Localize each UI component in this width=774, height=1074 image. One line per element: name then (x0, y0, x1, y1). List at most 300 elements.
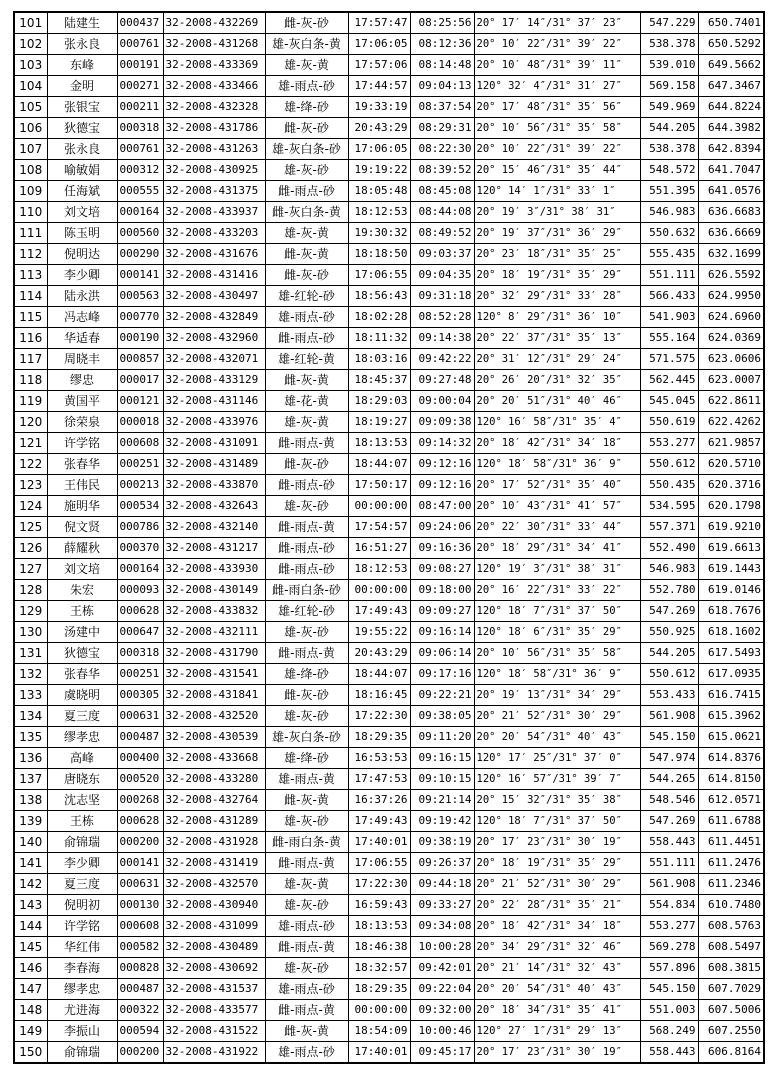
ring-number-cell: 32-2008-432764 (163, 790, 265, 811)
table-row (14, 769, 764, 790)
table-row (14, 937, 764, 958)
ring-number-cell: 32-2008-431416 (163, 265, 265, 286)
ring-number-cell: 32-2008-431786 (163, 118, 265, 139)
sex-color-eye-cell: 雌-雨点-黄 (265, 433, 348, 454)
table-row (14, 370, 764, 391)
distance-cell: 547.269 (640, 601, 698, 622)
release-time-cell: 17:06:55 (348, 265, 410, 286)
coordinates-cell: 20° 20′ 51″/31° 40′ 46″ (474, 391, 640, 412)
distance-cell: 549.969 (640, 97, 698, 118)
table-row (14, 244, 764, 265)
release-time-cell: 17:06:55 (348, 853, 410, 874)
release-time-cell: 18:29:35 (348, 727, 410, 748)
ring-number-cell: 32-2008-430489 (163, 937, 265, 958)
owner-name-cell: 华红伟 (47, 937, 117, 958)
ring-number-cell: 32-2008-431790 (163, 643, 265, 664)
arrival-time-cell: 09:44:18 (410, 874, 474, 895)
member-id-cell: 000370 (117, 538, 163, 559)
coordinates-cell: 20° 21′ 52″/31° 30′ 29″ (474, 706, 640, 727)
rank-cell: 127 (14, 559, 47, 580)
owner-name-cell: 李少卿 (47, 853, 117, 874)
sex-color-eye-cell: 雄-灰-砂 (265, 160, 348, 181)
distance-cell: 569.158 (640, 76, 698, 97)
table-row (14, 790, 764, 811)
owner-name-cell: 陆永洪 (47, 286, 117, 307)
release-time-cell: 18:12:53 (348, 559, 410, 580)
table-row (14, 979, 764, 1000)
owner-name-cell: 喻敏娟 (47, 160, 117, 181)
owner-name-cell: 夏三度 (47, 874, 117, 895)
coordinates-cell: 20° 34′ 29″/31° 32′ 46″ (474, 937, 640, 958)
release-time-cell: 18:03:16 (348, 349, 410, 370)
ring-number-cell: 32-2008-431217 (163, 538, 265, 559)
coordinates-cell: 20° 10′ 56″/31° 35′ 58″ (474, 643, 640, 664)
owner-name-cell: 王栋 (47, 601, 117, 622)
release-time-cell: 17:06:05 (348, 34, 410, 55)
sex-color-eye-cell: 雌-雨点-黄 (265, 1000, 348, 1021)
release-time-cell: 17:54:57 (348, 517, 410, 538)
rank-cell: 116 (14, 328, 47, 349)
member-id-cell: 000290 (117, 244, 163, 265)
table-row (14, 433, 764, 454)
release-time-cell: 19:19:22 (348, 160, 410, 181)
rank-cell: 138 (14, 790, 47, 811)
owner-name-cell: 朱宏 (47, 580, 117, 601)
rank-cell: 139 (14, 811, 47, 832)
speed-cell: 619.0146 (698, 580, 764, 601)
release-time-cell: 18:19:27 (348, 412, 410, 433)
table-row (14, 538, 764, 559)
rank-cell: 149 (14, 1021, 47, 1042)
distance-cell: 538.378 (640, 139, 698, 160)
coordinates-cell: 20° 10′ 56″/31° 35′ 58″ (474, 118, 640, 139)
speed-cell: 624.0369 (698, 328, 764, 349)
arrival-time-cell: 08:49:52 (410, 223, 474, 244)
speed-cell: 620.3716 (698, 475, 764, 496)
rank-cell: 109 (14, 181, 47, 202)
arrival-time-cell: 09:22:04 (410, 979, 474, 1000)
ring-number-cell: 32-2008-432520 (163, 706, 265, 727)
member-id-cell: 000628 (117, 811, 163, 832)
rank-cell: 128 (14, 580, 47, 601)
table-row (14, 706, 764, 727)
speed-cell: 616.7415 (698, 685, 764, 706)
rank-cell: 103 (14, 55, 47, 76)
speed-cell: 608.5497 (698, 937, 764, 958)
coordinates-cell: 20° 17′ 52″/31° 35′ 40″ (474, 475, 640, 496)
speed-cell: 611.4451 (698, 832, 764, 853)
speed-cell: 607.5006 (698, 1000, 764, 1021)
speed-cell: 612.0571 (698, 790, 764, 811)
table-row (14, 748, 764, 769)
release-time-cell: 17:22:30 (348, 706, 410, 727)
speed-cell: 608.5763 (698, 916, 764, 937)
member-id-cell: 000400 (117, 748, 163, 769)
rank-cell: 118 (14, 370, 47, 391)
speed-cell: 614.8376 (698, 748, 764, 769)
rank-cell: 107 (14, 139, 47, 160)
distance-cell: 553.433 (640, 685, 698, 706)
ring-number-cell: 32-2008-433870 (163, 475, 265, 496)
sex-color-eye-cell: 雌-雨白条-砂 (265, 580, 348, 601)
distance-cell: 554.834 (640, 895, 698, 916)
arrival-time-cell: 10:00:46 (410, 1021, 474, 1042)
arrival-time-cell: 09:09:38 (410, 412, 474, 433)
owner-name-cell: 冯志峰 (47, 307, 117, 328)
coordinates-cell: 120° 18′ 6″/31° 35′ 29″ (474, 622, 640, 643)
ring-number-cell: 32-2008-432111 (163, 622, 265, 643)
sex-color-eye-cell: 雄-红轮-砂 (265, 286, 348, 307)
table-row (14, 1042, 764, 1064)
table-row (14, 181, 764, 202)
arrival-time-cell: 09:08:27 (410, 559, 474, 580)
member-id-cell: 000534 (117, 496, 163, 517)
owner-name-cell: 许学铭 (47, 916, 117, 937)
sex-color-eye-cell: 雌-灰-砂 (265, 685, 348, 706)
member-id-cell: 000322 (117, 1000, 163, 1021)
speed-cell: 622.8611 (698, 391, 764, 412)
arrival-time-cell: 09:04:35 (410, 265, 474, 286)
speed-cell: 617.5493 (698, 643, 764, 664)
table-row (14, 328, 764, 349)
coordinates-cell: 20° 26′ 20″/31° 32′ 35″ (474, 370, 640, 391)
table-row (14, 223, 764, 244)
arrival-time-cell: 09:27:48 (410, 370, 474, 391)
distance-cell: 561.908 (640, 874, 698, 895)
arrival-time-cell: 09:45:17 (410, 1042, 474, 1064)
member-id-cell: 000017 (117, 370, 163, 391)
rank-cell: 113 (14, 265, 47, 286)
arrival-time-cell: 09:31:18 (410, 286, 474, 307)
arrival-time-cell: 09:34:08 (410, 916, 474, 937)
table-row (14, 97, 764, 118)
rank-cell: 148 (14, 1000, 47, 1021)
distance-cell: 545.150 (640, 979, 698, 1000)
distance-cell: 547.269 (640, 811, 698, 832)
release-time-cell: 18:56:43 (348, 286, 410, 307)
member-id-cell: 000520 (117, 769, 163, 790)
coordinates-cell: 120° 18′ 7″/31° 37′ 50″ (474, 811, 640, 832)
coordinates-cell: 120° 27′ 1″/31° 29′ 13″ (474, 1021, 640, 1042)
ring-number-cell: 32-2008-433203 (163, 223, 265, 244)
coordinates-cell: 20° 21′ 14″/31° 32′ 43″ (474, 958, 640, 979)
coordinates-cell: 120° 14′ 1″/31° 33′ 1″ (474, 181, 640, 202)
rank-cell: 135 (14, 727, 47, 748)
coordinates-cell: 20° 22′ 28″/31° 35′ 21″ (474, 895, 640, 916)
coordinates-cell: 120° 16′ 57″/31° 39′ 7″ (474, 769, 640, 790)
release-time-cell: 17:40:01 (348, 832, 410, 853)
table-row (14, 76, 764, 97)
arrival-time-cell: 09:00:04 (410, 391, 474, 412)
rank-cell: 105 (14, 97, 47, 118)
coordinates-cell: 120° 32′ 4″/31° 31′ 27″ (474, 76, 640, 97)
coordinates-cell: 120° 8′ 29″/31° 36′ 10″ (474, 307, 640, 328)
ring-number-cell: 32-2008-431091 (163, 433, 265, 454)
coordinates-cell: 20° 18′ 19″/31° 35′ 29″ (474, 853, 640, 874)
distance-cell: 561.908 (640, 706, 698, 727)
distance-cell: 551.111 (640, 265, 698, 286)
speed-cell: 636.6683 (698, 202, 764, 223)
ring-number-cell: 32-2008-433930 (163, 559, 265, 580)
member-id-cell: 000200 (117, 832, 163, 853)
distance-cell: 553.277 (640, 916, 698, 937)
sex-color-eye-cell: 雄-灰-砂 (265, 622, 348, 643)
coordinates-cell: 20° 17′ 23″/31° 30′ 19″ (474, 832, 640, 853)
member-id-cell: 000211 (117, 97, 163, 118)
owner-name-cell: 张银宝 (47, 97, 117, 118)
coordinates-cell: 20° 22′ 37″/31° 35′ 13″ (474, 328, 640, 349)
distance-cell: 539.010 (640, 55, 698, 76)
sex-color-eye-cell: 雌-雨点-黄 (265, 643, 348, 664)
sex-color-eye-cell: 雌-雨点-砂 (265, 559, 348, 580)
sex-color-eye-cell: 雄-雨点-黄 (265, 769, 348, 790)
rank-cell: 101 (14, 12, 47, 34)
table-row (14, 601, 764, 622)
member-id-cell: 000305 (117, 685, 163, 706)
arrival-time-cell: 08:44:08 (410, 202, 474, 223)
ring-number-cell: 32-2008-431268 (163, 34, 265, 55)
arrival-time-cell: 09:14:38 (410, 328, 474, 349)
member-id-cell: 000121 (117, 391, 163, 412)
release-time-cell: 18:02:28 (348, 307, 410, 328)
coordinates-cell: 20° 20′ 54″/31° 40′ 43″ (474, 727, 640, 748)
ring-number-cell: 32-2008-432071 (163, 349, 265, 370)
sex-color-eye-cell: 雌-灰-黄 (265, 1021, 348, 1042)
arrival-time-cell: 09:04:13 (410, 76, 474, 97)
sex-color-eye-cell: 雄-雨点-砂 (265, 916, 348, 937)
speed-cell: 641.7047 (698, 160, 764, 181)
owner-name-cell: 高峰 (47, 748, 117, 769)
rank-cell: 131 (14, 643, 47, 664)
coordinates-cell: 20° 18′ 34″/31° 35′ 41″ (474, 1000, 640, 1021)
speed-cell: 611.2346 (698, 874, 764, 895)
sex-color-eye-cell: 雌-雨点-黄 (265, 517, 348, 538)
member-id-cell: 000318 (117, 643, 163, 664)
speed-cell: 632.1699 (698, 244, 764, 265)
sex-color-eye-cell: 雄-灰-黄 (265, 874, 348, 895)
release-time-cell: 18:44:07 (348, 454, 410, 475)
table-row (14, 622, 764, 643)
ring-number-cell: 32-2008-433832 (163, 601, 265, 622)
owner-name-cell: 沈志坚 (47, 790, 117, 811)
distance-cell: 568.249 (640, 1021, 698, 1042)
release-time-cell: 18:45:37 (348, 370, 410, 391)
arrival-time-cell: 08:52:28 (410, 307, 474, 328)
speed-cell: 617.0935 (698, 664, 764, 685)
rank-cell: 112 (14, 244, 47, 265)
ring-number-cell: 32-2008-433937 (163, 202, 265, 223)
sex-color-eye-cell: 雄-灰-砂 (265, 496, 348, 517)
ring-number-cell: 32-2008-433976 (163, 412, 265, 433)
sex-color-eye-cell: 雄-灰白条-黄 (265, 34, 348, 55)
arrival-time-cell: 08:37:54 (410, 97, 474, 118)
arrival-time-cell: 09:19:42 (410, 811, 474, 832)
distance-cell: 545.045 (640, 391, 698, 412)
ring-number-cell: 32-2008-433466 (163, 76, 265, 97)
distance-cell: 550.619 (640, 412, 698, 433)
release-time-cell: 20:43:29 (348, 643, 410, 664)
owner-name-cell: 刘文培 (47, 202, 117, 223)
distance-cell: 566.433 (640, 286, 698, 307)
table-row (14, 874, 764, 895)
release-time-cell: 19:33:19 (348, 97, 410, 118)
distance-cell: 569.278 (640, 937, 698, 958)
ring-number-cell: 32-2008-431146 (163, 391, 265, 412)
ring-number-cell: 32-2008-433280 (163, 769, 265, 790)
speed-cell: 615.0621 (698, 727, 764, 748)
member-id-cell: 000141 (117, 265, 163, 286)
distance-cell: 558.443 (640, 832, 698, 853)
member-id-cell: 000563 (117, 286, 163, 307)
rank-cell: 134 (14, 706, 47, 727)
table-row (14, 727, 764, 748)
speed-cell: 641.0576 (698, 181, 764, 202)
ring-number-cell: 32-2008-430940 (163, 895, 265, 916)
distance-cell: 538.378 (640, 34, 698, 55)
table-row (14, 895, 764, 916)
member-id-cell: 000437 (117, 12, 163, 34)
ring-number-cell: 32-2008-431541 (163, 664, 265, 685)
release-time-cell: 00:00:00 (348, 496, 410, 517)
table-row (14, 1021, 764, 1042)
ring-number-cell: 32-2008-431289 (163, 811, 265, 832)
member-id-cell: 000191 (117, 55, 163, 76)
distance-cell: 552.490 (640, 538, 698, 559)
rank-cell: 133 (14, 685, 47, 706)
table-row (14, 391, 764, 412)
speed-cell: 620.1798 (698, 496, 764, 517)
owner-name-cell: 狄德宝 (47, 643, 117, 664)
sex-color-eye-cell: 雄-灰-黄 (265, 55, 348, 76)
release-time-cell: 16:53:53 (348, 748, 410, 769)
rank-cell: 141 (14, 853, 47, 874)
member-id-cell: 000555 (117, 181, 163, 202)
arrival-time-cell: 09:12:16 (410, 454, 474, 475)
ring-number-cell: 32-2008-432140 (163, 517, 265, 538)
ring-number-cell: 32-2008-431922 (163, 1042, 265, 1064)
ring-number-cell: 32-2008-432643 (163, 496, 265, 517)
release-time-cell: 17:57:47 (348, 12, 410, 34)
ring-number-cell: 32-2008-431099 (163, 916, 265, 937)
release-time-cell: 18:18:50 (348, 244, 410, 265)
owner-name-cell: 倪明达 (47, 244, 117, 265)
rank-cell: 142 (14, 874, 47, 895)
owner-name-cell: 缪孝忠 (47, 727, 117, 748)
rank-cell: 117 (14, 349, 47, 370)
arrival-time-cell: 09:11:20 (410, 727, 474, 748)
release-time-cell: 17:57:06 (348, 55, 410, 76)
distance-cell: 546.983 (640, 559, 698, 580)
speed-cell: 623.0007 (698, 370, 764, 391)
rank-cell: 146 (14, 958, 47, 979)
arrival-time-cell: 09:03:37 (410, 244, 474, 265)
sex-color-eye-cell: 雄-灰-砂 (265, 958, 348, 979)
member-id-cell: 000018 (117, 412, 163, 433)
rank-cell: 145 (14, 937, 47, 958)
distance-cell: 547.974 (640, 748, 698, 769)
coordinates-cell: 120° 19′ 3″/31° 38′ 31″ (474, 559, 640, 580)
member-id-cell: 000318 (117, 118, 163, 139)
speed-cell: 619.1443 (698, 559, 764, 580)
speed-cell: 608.3815 (698, 958, 764, 979)
release-time-cell: 16:59:43 (348, 895, 410, 916)
member-id-cell: 000761 (117, 34, 163, 55)
speed-cell: 619.6613 (698, 538, 764, 559)
arrival-time-cell: 09:21:14 (410, 790, 474, 811)
speed-cell: 615.3962 (698, 706, 764, 727)
table-row (14, 685, 764, 706)
table-row (14, 496, 764, 517)
rank-cell: 111 (14, 223, 47, 244)
owner-name-cell: 张春华 (47, 664, 117, 685)
distance-cell: 558.443 (640, 1042, 698, 1064)
table-row (14, 1000, 764, 1021)
release-time-cell: 00:00:00 (348, 1000, 410, 1021)
member-id-cell: 000631 (117, 874, 163, 895)
coordinates-cell: 20° 10′ 22″/31° 39′ 22″ (474, 139, 640, 160)
release-time-cell: 18:46:38 (348, 937, 410, 958)
speed-cell: 650.7401 (698, 12, 764, 34)
rank-cell: 124 (14, 496, 47, 517)
release-time-cell: 18:29:03 (348, 391, 410, 412)
ring-number-cell: 32-2008-430925 (163, 160, 265, 181)
speed-cell: 619.9210 (698, 517, 764, 538)
table-row (14, 958, 764, 979)
sex-color-eye-cell: 雄-灰-黄 (265, 412, 348, 433)
owner-name-cell: 华适春 (47, 328, 117, 349)
coordinates-cell: 20° 15′ 46″/31° 35′ 44″ (474, 160, 640, 181)
member-id-cell: 000582 (117, 937, 163, 958)
sex-color-eye-cell: 雄-灰白条-砂 (265, 139, 348, 160)
sex-color-eye-cell: 雌-雨点-砂 (265, 328, 348, 349)
ring-number-cell: 32-2008-431537 (163, 979, 265, 1000)
table-row (14, 811, 764, 832)
owner-name-cell: 王伟民 (47, 475, 117, 496)
arrival-time-cell: 09:22:21 (410, 685, 474, 706)
arrival-time-cell: 08:45:08 (410, 181, 474, 202)
distance-cell: 557.371 (640, 517, 698, 538)
release-time-cell: 19:30:32 (348, 223, 410, 244)
ring-number-cell: 32-2008-433668 (163, 748, 265, 769)
rank-cell: 140 (14, 832, 47, 853)
arrival-time-cell: 09:12:16 (410, 475, 474, 496)
release-time-cell: 18:05:48 (348, 181, 410, 202)
owner-name-cell: 俞锦瑞 (47, 832, 117, 853)
owner-name-cell: 东峰 (47, 55, 117, 76)
ring-number-cell: 32-2008-432960 (163, 328, 265, 349)
sex-color-eye-cell: 雄-花-黄 (265, 391, 348, 412)
owner-name-cell: 施明华 (47, 496, 117, 517)
coordinates-cell: 20° 20′ 54″/31° 40′ 43″ (474, 979, 640, 1000)
rank-cell: 147 (14, 979, 47, 1000)
sex-color-eye-cell: 雄-雨点-砂 (265, 979, 348, 1000)
sex-color-eye-cell: 雄-灰-砂 (265, 706, 348, 727)
speed-cell: 606.8164 (698, 1042, 764, 1064)
owner-name-cell: 徐荣泉 (47, 412, 117, 433)
owner-name-cell: 黄国平 (47, 391, 117, 412)
owner-name-cell: 汤建中 (47, 622, 117, 643)
member-id-cell: 000200 (117, 1042, 163, 1064)
rank-cell: 137 (14, 769, 47, 790)
owner-name-cell: 虞晓明 (47, 685, 117, 706)
arrival-time-cell: 09:06:14 (410, 643, 474, 664)
ring-number-cell: 32-2008-430539 (163, 727, 265, 748)
rank-cell: 119 (14, 391, 47, 412)
owner-name-cell: 缪忠 (47, 370, 117, 391)
member-id-cell: 000213 (117, 475, 163, 496)
ring-number-cell: 32-2008-431522 (163, 1021, 265, 1042)
speed-cell: 623.0606 (698, 349, 764, 370)
